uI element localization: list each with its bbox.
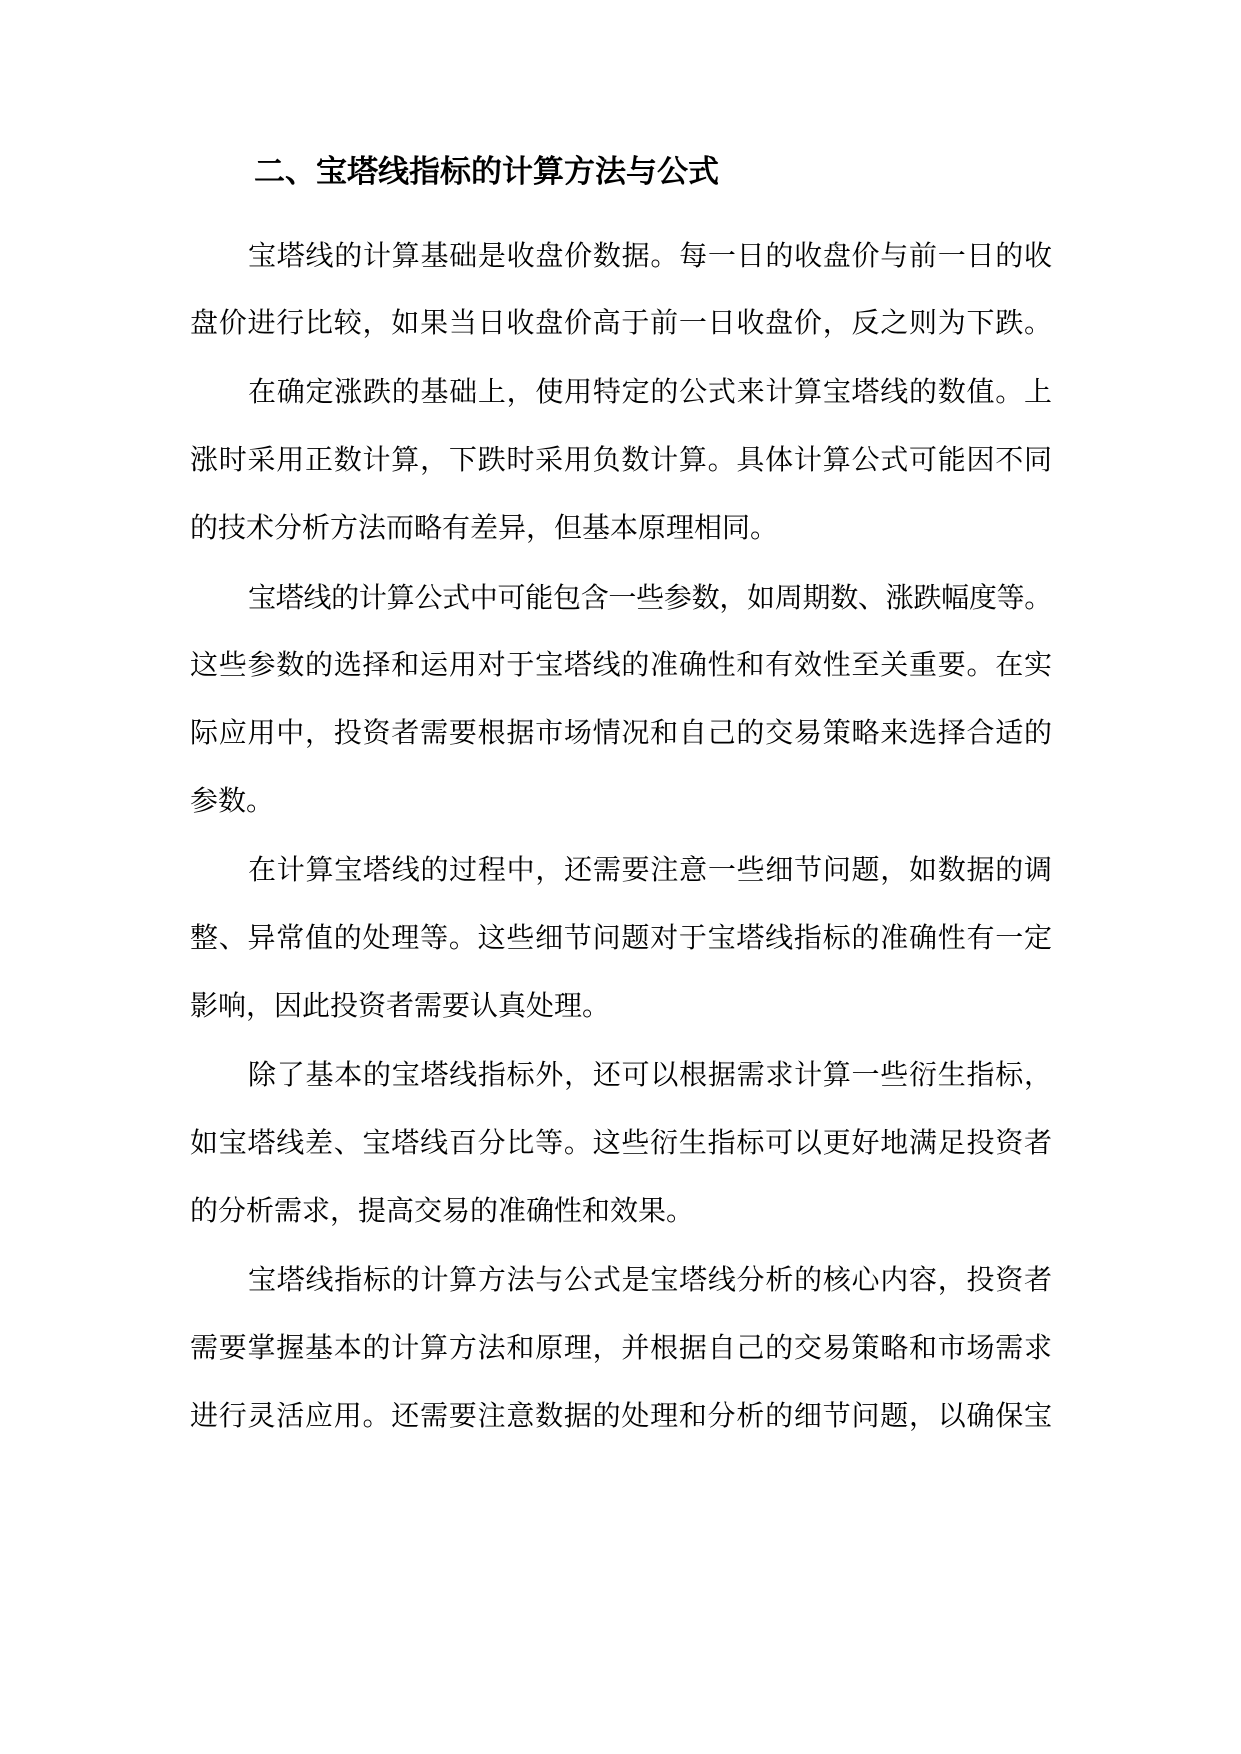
text-line: 参数。 [190,784,275,817]
text-line: 如宝塔线差、宝塔线百分比等。这些衍生指标可以更好地满足投资者 [190,1126,1053,1159]
text-line: 的技术分析方法而略有差异，但基本原理相同。 [190,511,779,544]
text-line: 宝塔线的计算公式中可能包含一些参数，如周期数、涨跌幅度等。 [248,581,1053,614]
text-line: 影响，因此投资者需要认真处理。 [190,989,611,1022]
text-line: 除了基本的宝塔线指标外，还可以根据需求计算一些衍生指标， [248,1058,1053,1091]
text-line: 在确定涨跌的基础上，使用特定的公式来计算宝塔线的数值。上 [248,375,1053,408]
text-line: 宝塔线的计算基础是收盘价数据。每一日的收盘价与前一日的收 [248,239,1053,272]
text-line: 这些参数的选择和运用对于宝塔线的准确性和有效性至关重要。在实 [190,648,1053,681]
text-line: 在计算宝塔线的过程中，还需要注意一些细节问题，如数据的调 [248,853,1053,886]
text-line: 涨时采用正数计算，下跌时采用负数计算。具体计算公式可能因不同 [190,443,1053,476]
text-line: 进行灵活应用。还需要注意数据的处理和分析的细节问题，以确保宝 [190,1399,1053,1432]
text-line: 整、异常值的处理等。这些细节问题对于宝塔线指标的准确性有一定 [190,921,1053,954]
section-heading: 二、宝塔线指标的计算方法与公式 [254,154,719,190]
text-line: 需要掌握基本的计算方法和原理，并根据自己的交易策略和市场需求 [190,1331,1053,1364]
text-line: 的分析需求，提高交易的准确性和效果。 [190,1194,695,1227]
text-line: 宝塔线指标的计算方法与公式是宝塔线分析的核心内容，投资者 [248,1263,1053,1296]
text-line: 际应用中，投资者需要根据市场情况和自己的交易策略来选择合适的 [190,716,1053,749]
text-line: 盘价进行比较，如果当日收盘价高于前一日收盘价，反之则为下跌。 [190,306,1053,339]
